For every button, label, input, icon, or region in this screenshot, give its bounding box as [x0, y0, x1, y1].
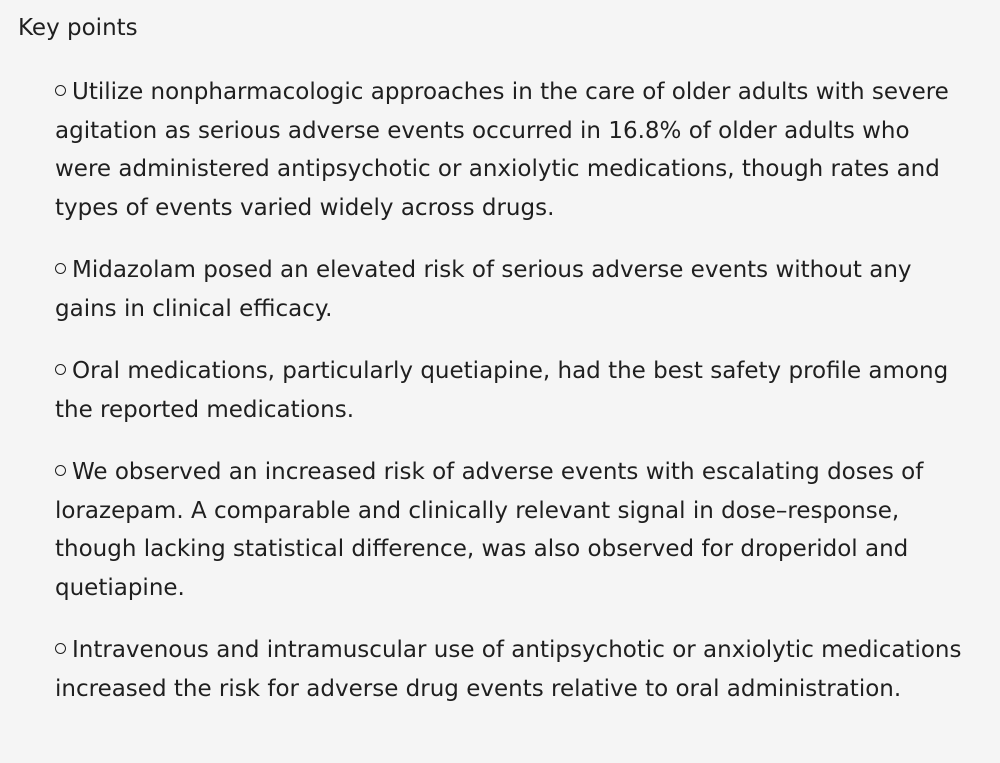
key-point-text: Intravenous and intramuscular use of antipsychotic or anxiolytic medications increased the risk for adverse drug events relative to oral administration. — [55, 637, 962, 702]
circle-bullet-icon — [55, 643, 66, 654]
key-point-text: Midazolam posed an elevated risk of serious adverse events without any gains in clinical efficacy. — [55, 257, 912, 322]
key-point-item — [55, 251, 970, 328]
circle-bullet-icon — [55, 85, 66, 96]
key-point-item — [55, 631, 970, 708]
key-point-text: We observed an increased risk of adverse events with escalating doses of lorazepam. A comparable and clinically relevant signal in dose–response, though lacking statistical difference, was also observed for droperidol and quetiapine. — [55, 459, 924, 601]
key-points-heading: Key points — [18, 15, 138, 41]
circle-bullet-icon — [55, 263, 66, 274]
key-point-item — [55, 352, 970, 429]
key-point-item — [55, 453, 970, 607]
key-point-text: Oral medications, particularly quetiapine, had the best safety profile among the reported medications. — [55, 358, 949, 423]
key-point-text: Utilize nonpharmacologic approaches in the care of older adults with severe agitation as serious adverse events occurred in 16.8% of older adults who were administered antipsychotic or anxiolytic medications, though rates and types of events varied widely across drugs. — [55, 79, 949, 221]
key-point-item — [55, 73, 970, 227]
circle-bullet-icon — [55, 465, 66, 476]
circle-bullet-icon — [55, 364, 66, 375]
key-points-list — [55, 73, 970, 708]
